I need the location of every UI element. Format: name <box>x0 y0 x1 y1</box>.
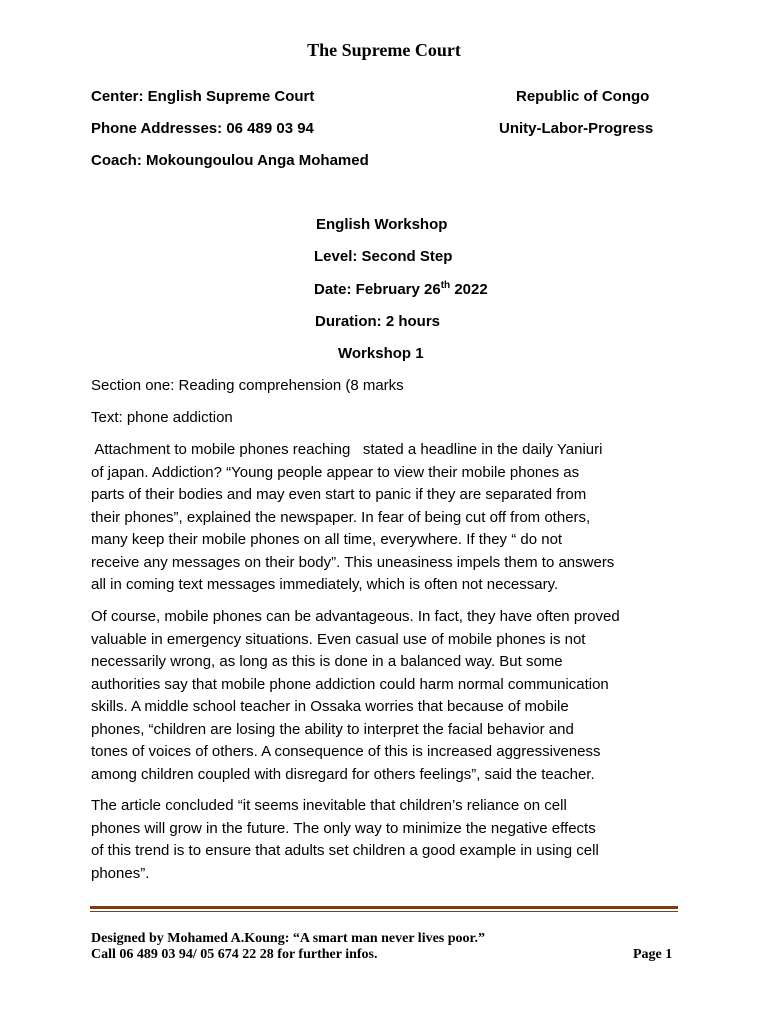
paragraph-line: of this trend is to ensure that adults set children a good example in using cell <box>91 842 599 859</box>
paragraph-line: of japan. Addiction? “Young people appear to view their mobile phones as <box>91 463 580 481</box>
footer-credit: Designed by Mohamed A.Koung: “A smart man never lives poor.” <box>91 931 485 946</box>
paragraph-line: Attachment to mobile phones reaching stated a headline in the daily Yaniuri <box>91 441 603 458</box>
paragraph-2 <box>91 606 683 786</box>
date-suffix: 2022 <box>450 281 488 298</box>
workshop-duration: Duration: 2 hours <box>315 313 441 330</box>
text-title: Text: phone addiction <box>91 409 233 426</box>
footer-contact: Call 06 489 03 94/ 05 674 22 28 for further infos. <box>91 947 378 962</box>
paragraph-line: their phones”, explained the newspaper. In fear of being cut off from others, <box>91 508 591 526</box>
paragraph-line: Of course, mobile phones can be advantageous. In fact, they have often proved <box>91 608 620 625</box>
workshop-level: Level: Second Step <box>314 248 453 265</box>
paragraph-line: phones, “children are losing the ability to interpret the facial behavior and <box>91 720 574 738</box>
paragraph-3 <box>91 795 683 885</box>
paragraph-line: The article concluded “it seems inevitable that children’s reliance on cell <box>91 797 567 814</box>
paragraph-line: necessarily wrong, as long as this is done in a balanced way. But some <box>91 653 563 670</box>
page-title: The Supreme Court <box>307 40 461 60</box>
phone-line: Phone Addresses: 06 489 03 94 <box>91 120 314 137</box>
section-heading: Section one: Reading comprehension (8 marks <box>91 377 404 394</box>
paragraph-line: among children coupled with disregard for others feelings”, said the teacher. <box>91 765 595 783</box>
paragraph-line: receive any messages on their body”. This uneasiness impels them to answers <box>91 553 615 571</box>
paragraph-line: many keep their mobile phones on all time, everywhere. If they “ do not <box>91 531 563 548</box>
center-line: Center: English Supreme Court <box>91 88 315 105</box>
footer-divider-thick <box>90 906 678 909</box>
paragraph-line: phones”. <box>91 864 150 882</box>
workshop-date <box>314 281 488 298</box>
paragraph-line: tones of voices of others. A consequence of this is increased aggressiveness <box>91 743 601 760</box>
paragraph-line: valuable in emergency situations. Even casual use of mobile phones is not <box>91 630 586 648</box>
country-line: Republic of Congo <box>516 88 650 105</box>
footer-divider-thin <box>90 911 678 912</box>
paragraph-line: parts of their bodies and may even start to panic if they are separated from <box>91 486 587 503</box>
paragraph-line: authorities say that mobile phone addiction could harm normal communication <box>91 675 609 693</box>
paragraph-1 <box>91 439 683 597</box>
date-superscript: th <box>440 280 451 291</box>
workshop-name: English Workshop <box>316 216 448 233</box>
workshop-number: Workshop 1 <box>338 345 424 362</box>
page-number: Page 1 <box>633 947 673 962</box>
motto-line: Unity-Labor-Progress <box>499 120 654 137</box>
paragraph-line: all in coming text messages immediately, which is often not necessary. <box>91 576 559 593</box>
paragraph-line: phones will grow in the future. The only way to minimize the negative effects <box>91 819 596 837</box>
paragraph-line: skills. A middle school teacher in Ossaka worries that because of mobile <box>91 698 569 715</box>
coach-line: Coach: Mokoungoulou Anga Mohamed <box>91 152 369 169</box>
date-prefix: Date: February 26 <box>314 281 441 298</box>
